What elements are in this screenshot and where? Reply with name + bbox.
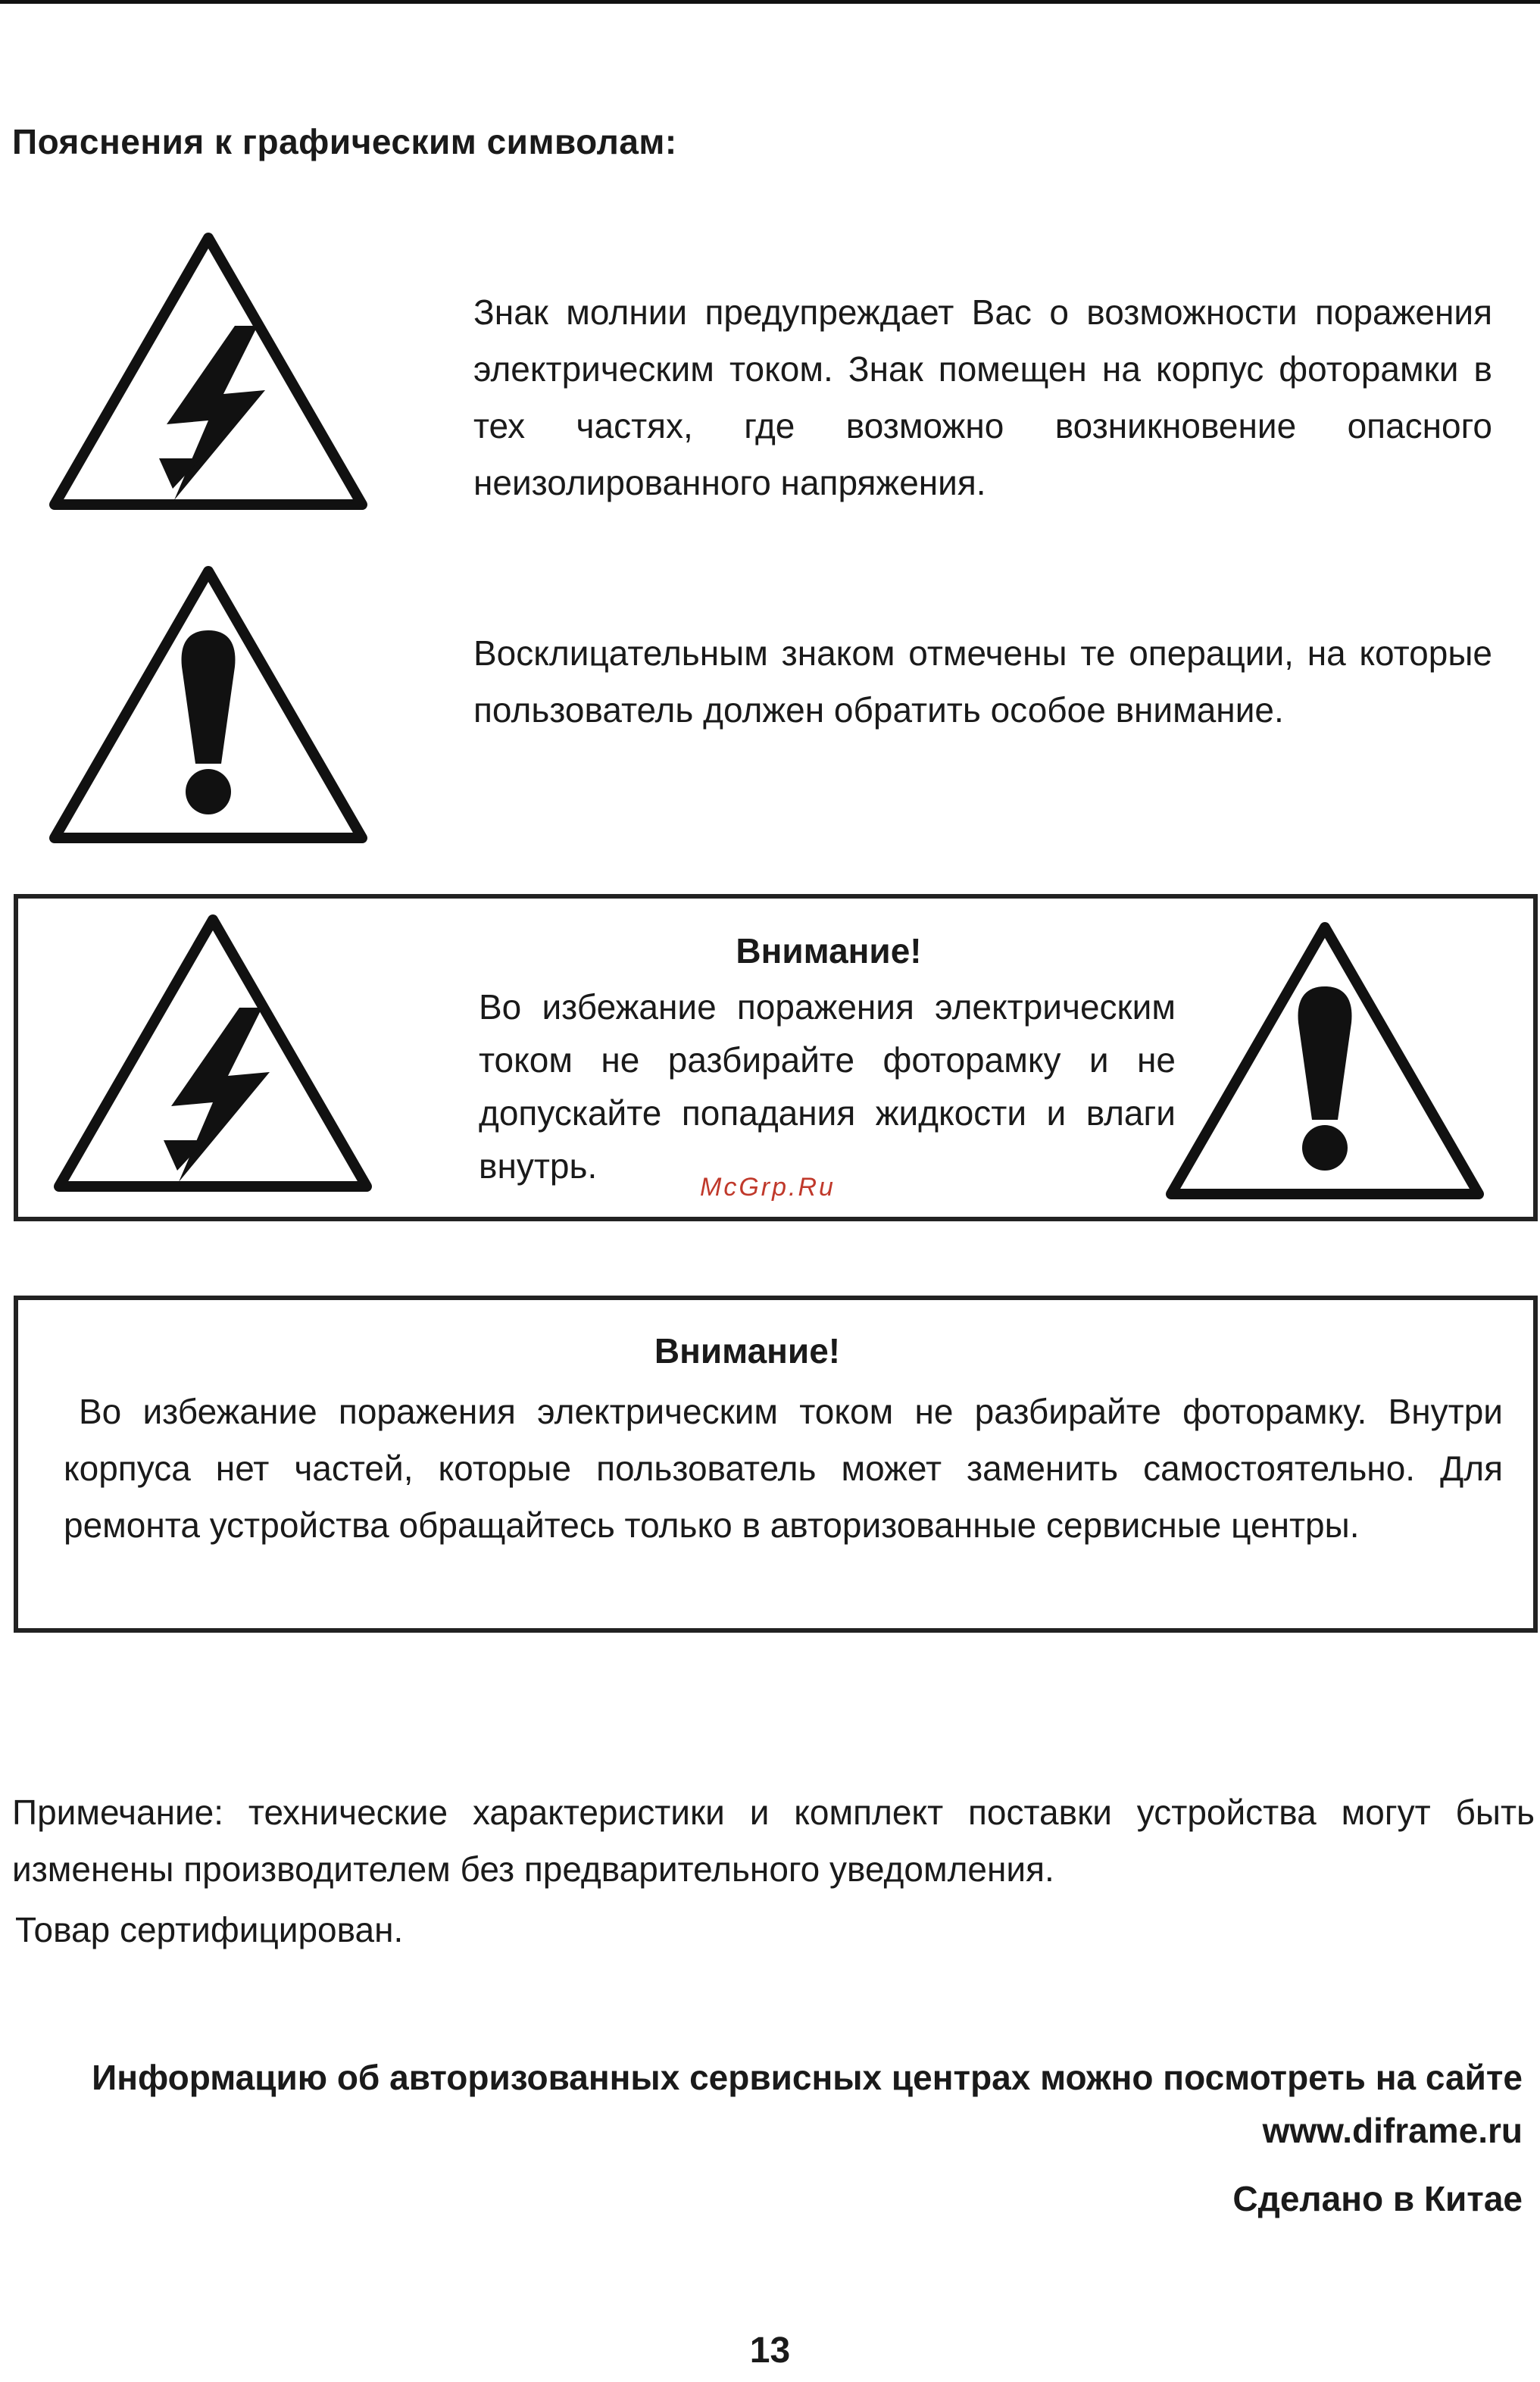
top-rule: [0, 0, 1540, 4]
lightning-warning-icon: [50, 909, 376, 1197]
exclamation-warning-icon: [45, 561, 371, 849]
made-in-text: Сделано в Китае: [1232, 2179, 1523, 2218]
warning-text: Во избежание поражения электрическим током не разбирайте фоторамку. Внутри корпуса нет частей, которые пользователь может заменить самостоятельно. Для ремонта устройства обращайтесь только в авторизованные сервисные центры.: [64, 1392, 1503, 1545]
website-link[interactable]: www.diframe.ru: [1262, 2111, 1523, 2150]
exclamation-description: Восклицательным знаком отмечены те операции, на которые пользователь должен обратить особое внимание.: [473, 633, 1492, 730]
page-number: 13: [749, 2330, 791, 2371]
exclamation-warning-icon: [1162, 917, 1488, 1205]
service-info: Информацию об авторизованных сервисных центрах можно посмотреть на сайте: [92, 2058, 1523, 2097]
warning-box-electric: [14, 894, 1538, 1221]
specifications-note: Примечание: технические характеристики и комплект поставки устройства могут быть изменены производителем без предварительного уведомления.: [12, 1793, 1535, 1889]
warning-title: Внимание!: [736, 931, 922, 971]
watermark: McGrp.Ru: [700, 1173, 836, 1202]
certified-text: Товар сертифицирован.: [15, 1910, 404, 1949]
page-heading: Пояснения к графическим символам:: [12, 122, 677, 161]
lightning-warning-icon: [45, 227, 371, 515]
lightning-description: Знак молнии предупреждает Вас о возможности поражения электрическим током. Знак помещен на корпус фоторамки в тех частях, где возможно возникновение опасного неизолированного напряжения.: [473, 292, 1492, 502]
warning-box-service: [14, 1296, 1538, 1633]
warning-title: Внимание!: [654, 1331, 841, 1371]
warning-text: Во избежание поражения электрическим током не разбирайте фоторамку и не допускайте попадания жидкости и влаги внутрь.: [479, 987, 1176, 1186]
